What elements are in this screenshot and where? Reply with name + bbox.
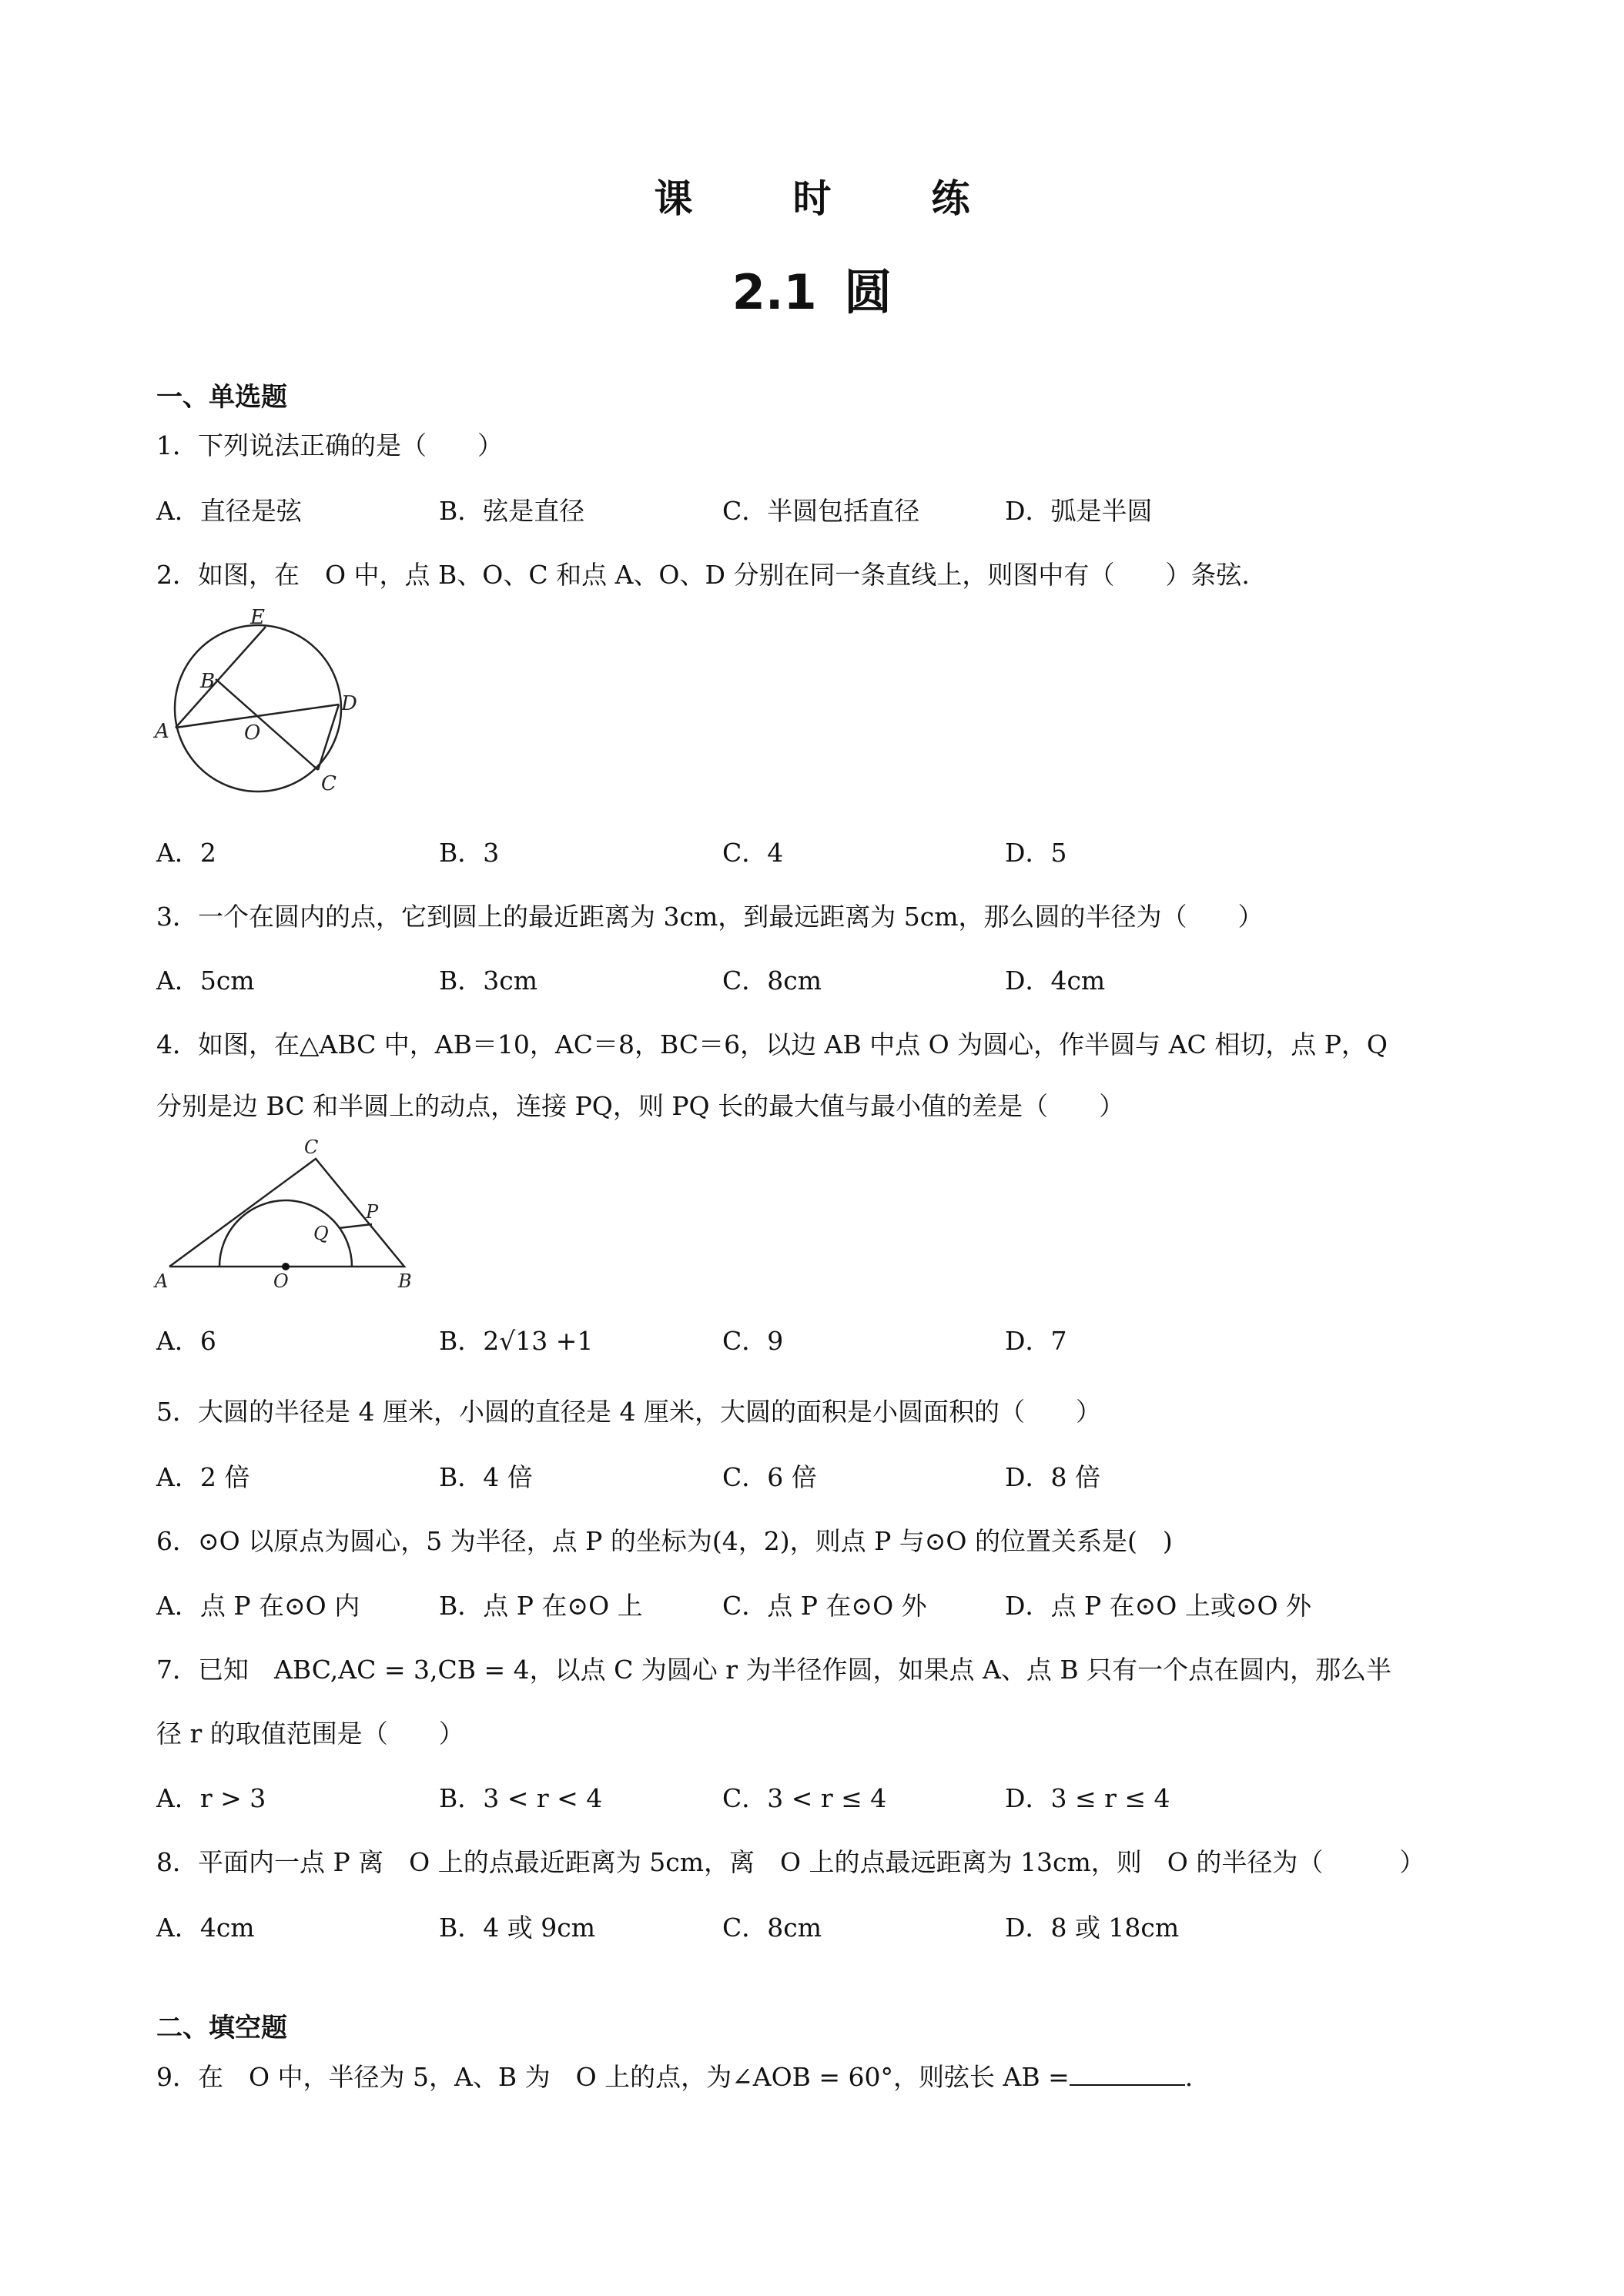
lesson-title: 2.1 圆	[732, 264, 892, 320]
question-7-line-1: 7．已知 ABC,AC = 3,CB = 4，以点 C 为圆心 r 为半径作圆，如果点 A、点 B 只有一个点在圆内，那么半	[156, 1655, 1392, 1685]
option-c: C．点 P 在⊙O 外	[722, 1591, 927, 1621]
question-5-options	[156, 1458, 1465, 1496]
option-d: D．弧是半圆	[1005, 496, 1153, 526]
option-d: D．8 或 18cm	[1005, 1913, 1180, 1943]
question-5: 5．大圆的半径是 4 厘米，小圆的直径是 4 厘米，大圆的面积是小圆面积的（ ）	[156, 1397, 1101, 1427]
question-9-end: .	[1184, 2062, 1194, 2092]
option-c: C．3 < r ≤ 4	[722, 1783, 887, 1813]
option-d: D．8 倍	[1005, 1462, 1100, 1492]
question-1: 1．下列说法正确的是（ ）	[156, 430, 503, 460]
diameter-bc	[216, 679, 318, 770]
question-9	[156, 2057, 1193, 2094]
option-a: A．点 P 在⊙O 内	[156, 1591, 360, 1621]
option-b: B．2√13 +1	[439, 1326, 594, 1356]
semicircle	[219, 1200, 352, 1267]
circle-chords-figure	[150, 608, 381, 801]
question-4-options	[156, 1321, 1465, 1360]
option-c: C．4	[722, 838, 784, 868]
label-c: C	[304, 1140, 319, 1158]
answer-blank[interactable]	[1070, 2061, 1185, 2086]
option-a: A．2 倍	[156, 1462, 250, 1492]
question-1-options	[156, 491, 1465, 530]
option-b: B．3 < r < 4	[439, 1783, 603, 1813]
option-b: B．弦是直径	[439, 496, 585, 526]
label-c: C	[321, 772, 337, 795]
worksheet-title: 课 时 练	[654, 176, 1001, 221]
question-4-line-2: 分别是边 BC 和半圆上的动点，连接 PQ，则 PQ 长的最大值与最小值的差是（ ）	[156, 1091, 1125, 1121]
option-c: C．半圆包括直径	[722, 496, 920, 526]
option-d: D．4cm	[1005, 966, 1106, 996]
question-2-options	[156, 833, 1465, 872]
question-3: 3．一个在圆内的点，它到圆上的最近距离为 3cm，到最远距离为 5cm，那么圆的半径为（ ）	[156, 902, 1264, 932]
segment-pq	[339, 1224, 372, 1228]
question-4-line-1: 4．如图，在△ABC 中，AB＝10，AC＝8，BC＝6，以边 AB 中点 O 为圆心，作半圆与 AC 相切，点 P，Q	[156, 1029, 1388, 1059]
option-d: D．点 P 在⊙O 上或⊙O 外	[1005, 1591, 1312, 1621]
question-2: 2．如图，在 O 中，点 B、O、C 和点 A、O、D 分别在同一条直线上，则图中有（ ）条弦.	[156, 560, 1250, 590]
question-7-line-2: 径 r 的取值范围是（ ）	[156, 1719, 464, 1749]
question-8-options	[156, 1908, 1465, 1946]
option-b: B．4 倍	[439, 1462, 533, 1492]
option-c: C．8cm	[722, 966, 822, 996]
option-a: A．5cm	[156, 966, 255, 996]
label-o: O	[273, 1270, 289, 1292]
option-c: C．9	[722, 1326, 784, 1356]
option-b: B．3cm	[439, 966, 538, 996]
option-a: A．r > 3	[156, 1783, 266, 1813]
label-e: E	[250, 608, 265, 629]
question-7-options	[156, 1779, 1465, 1817]
option-a: A．直径是弦	[156, 496, 302, 526]
section-single-choice: 一、单选题	[156, 382, 287, 413]
option-b: B．4 或 9cm	[439, 1913, 595, 1943]
option-d: D．5	[1005, 838, 1067, 868]
option-b: B．3	[439, 838, 500, 868]
section-fill-blank: 二、填空题	[156, 2013, 287, 2043]
question-6-options	[156, 1586, 1465, 1625]
question-3-options	[156, 961, 1465, 999]
center-point-o	[282, 1263, 290, 1270]
question-8: 8．平面内一点 P 离 O 上的点最近距离为 5cm，离 O 上的点最远距离为 13cm，则 O 的半径为（ ）	[156, 1847, 1425, 1877]
label-a: A	[155, 1270, 169, 1292]
question-6: 6．⊙O 以原点为圆心，5 为半径，点 P 的坐标为(4，2)，则点 P 与⊙O 的位置关系是( )	[156, 1526, 1173, 1556]
option-d: D．7	[1005, 1326, 1067, 1356]
option-c: C．6 倍	[722, 1462, 817, 1492]
label-o: O	[244, 721, 261, 745]
question-9-text: 9．在 O 中，半径为 5，A、B 为 O 上的点，为∠AOB = 60°，则弦长 AB =	[156, 2062, 1070, 2092]
option-c: C．8cm	[722, 1913, 822, 1943]
option-a: A．4cm	[156, 1913, 255, 1943]
label-d: D	[341, 692, 357, 715]
label-a: A	[155, 720, 169, 743]
triangle-semicircle-figure	[150, 1140, 427, 1294]
label-q: Q	[313, 1223, 329, 1244]
option-b: B．点 P 在⊙O 上	[439, 1591, 643, 1621]
option-d: D．3 ≤ r ≤ 4	[1005, 1783, 1170, 1813]
option-a: A．2	[156, 838, 216, 868]
option-a: A．6	[156, 1326, 216, 1356]
label-p: P	[366, 1201, 379, 1223]
label-b: B	[398, 1270, 412, 1292]
label-b: B	[200, 670, 216, 693]
